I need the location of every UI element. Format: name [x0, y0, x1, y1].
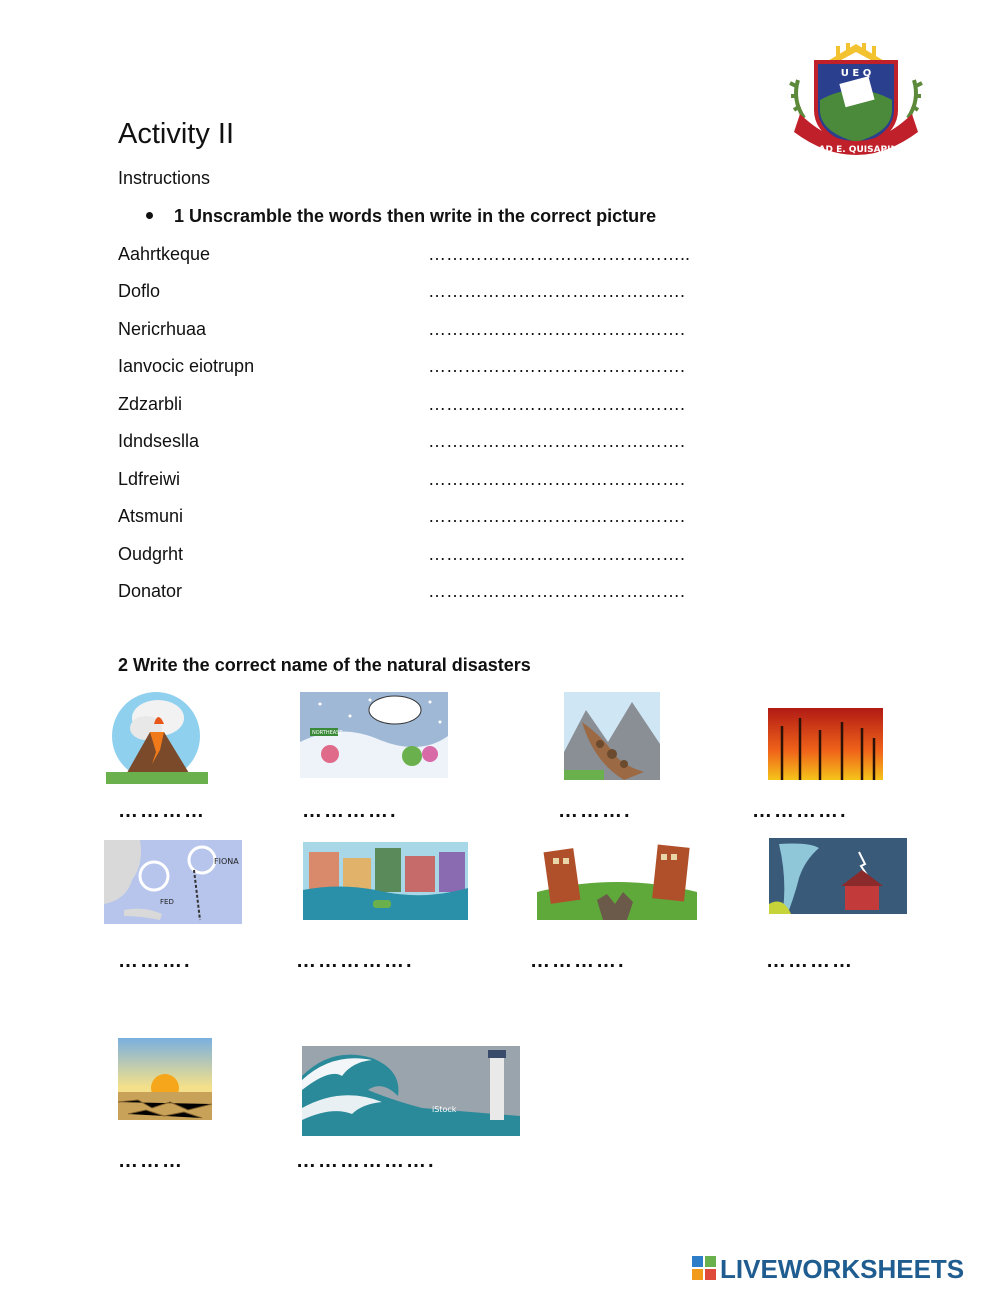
list-item [118, 281, 738, 311]
storm-fiona-label: FIONA [214, 857, 239, 866]
scrambled-word: Atsmuni [118, 506, 184, 526]
list-item [118, 319, 738, 349]
scrambled-word: Ldfreiwi [118, 469, 181, 489]
sign-northeast-text: NORTHEAST [312, 730, 343, 736]
hurricane-map-image [104, 840, 242, 924]
answer-blank[interactable]: ………. [118, 950, 192, 972]
list-item [118, 544, 738, 574]
school-crest-logo [786, 40, 926, 162]
scrambled-word: Doflo [118, 281, 161, 301]
scrambled-word: Zdzarbli [118, 394, 183, 414]
storm-fed-label: FED [160, 898, 174, 906]
drought-image [118, 1038, 212, 1120]
blizzard-cartoon-image [300, 692, 448, 778]
list-item [118, 431, 738, 461]
answer-blank[interactable]: ……………………………………. [428, 469, 686, 489]
answer-blank[interactable]: ……………………………………. [428, 431, 686, 451]
task2-instruction: 2 Write the correct name of the natural disasters [118, 655, 531, 675]
liveworksheets-brand[interactable]: LIVEWORKSHEETS [720, 1254, 965, 1284]
answer-blank[interactable]: …………. [752, 800, 848, 822]
tornado-image [769, 838, 907, 914]
answer-blank[interactable]: ……………………………………. [428, 356, 686, 376]
scrambled-word: Donator [118, 581, 183, 601]
answer-blank[interactable]: ……………. [296, 950, 414, 972]
landslide-image [564, 692, 660, 780]
answer-blank[interactable]: ……………………………………. [428, 281, 686, 301]
answer-blank[interactable]: ……………………………………. [428, 394, 686, 414]
list-item [118, 356, 738, 386]
tsunami-image [302, 1046, 520, 1136]
scrambled-word: Nericrhuaa [118, 319, 207, 339]
answer-blank[interactable]: ……… [118, 1150, 184, 1172]
flood-city-image [303, 842, 468, 920]
task1-instruction [146, 206, 656, 227]
earthquake-image [537, 842, 697, 920]
list-item [118, 506, 738, 536]
list-item [118, 244, 738, 274]
answer-blank[interactable]: ………………. [296, 1150, 436, 1172]
volcano-eruption-image [106, 692, 208, 784]
crest-school-text: UNIDAD E. QUISAPINCHA [792, 145, 920, 155]
task1-text: 1 Unscramble the words then write in the correct picture [174, 206, 657, 226]
liveworksheets-icon [692, 1256, 716, 1280]
crest-letters: U E Q [840, 68, 872, 79]
answer-blank[interactable]: …………. [530, 950, 626, 972]
scrambled-word: Ianvocic eiotrupn [118, 356, 255, 376]
istock-watermark: iStock [432, 1105, 457, 1114]
answer-blank[interactable]: ……………………………………. [428, 506, 686, 526]
list-item [118, 394, 738, 424]
list-item [118, 469, 738, 499]
activity-title: Activity II [118, 118, 235, 150]
scrambled-word: Idndseslla [118, 431, 200, 451]
answer-blank[interactable]: ……………………………………. [428, 544, 686, 564]
scrambled-word: Oudgrht [118, 544, 184, 564]
bullet-icon [146, 212, 153, 219]
wildfire-image [768, 708, 883, 780]
answer-blank[interactable]: ………… [766, 950, 854, 972]
answer-blank[interactable]: ……………………………………. [428, 581, 686, 601]
instructions-label: Instructions [118, 168, 211, 188]
answer-blank[interactable]: ………… [118, 800, 206, 822]
answer-blank[interactable]: …………………………………….. [428, 244, 691, 264]
list-item [118, 581, 738, 611]
answer-blank[interactable]: ………. [558, 800, 632, 822]
answer-blank[interactable]: …………. [302, 800, 398, 822]
scrambled-word: Aahrtkeque [118, 244, 211, 264]
answer-blank[interactable]: ……………………………………. [428, 319, 686, 339]
